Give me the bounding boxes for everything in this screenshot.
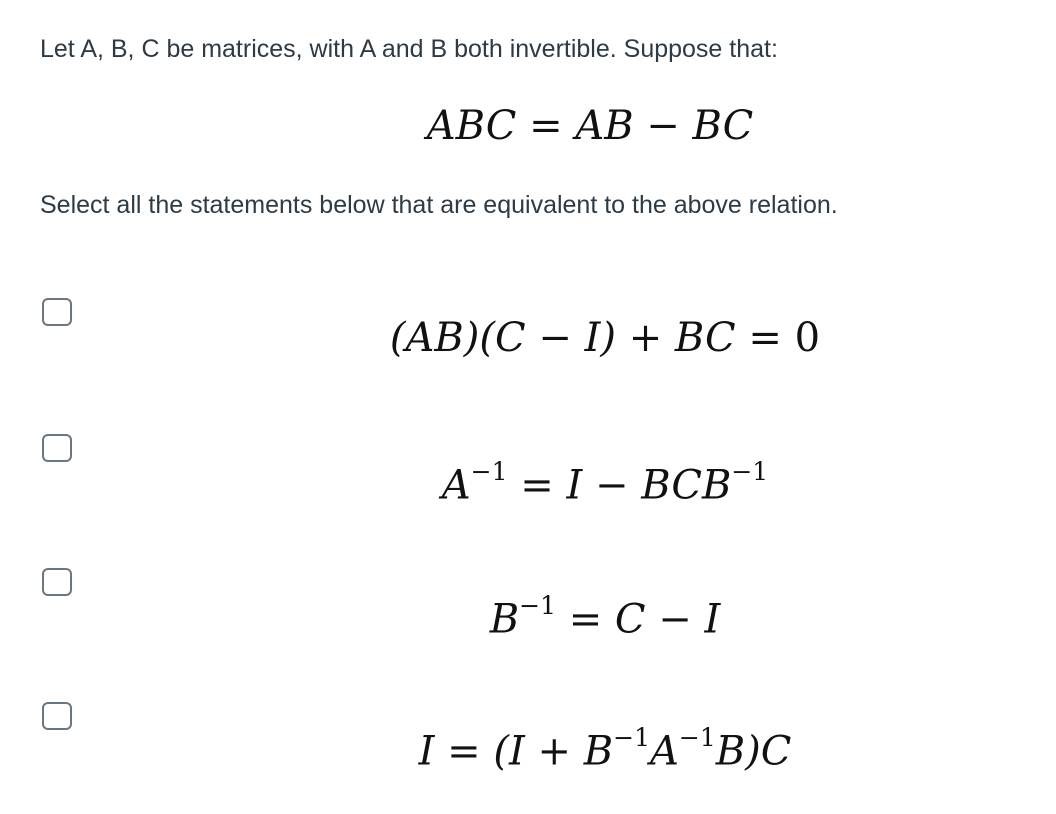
option-3-equation <box>300 582 910 647</box>
option-1-part-2: 0 <box>794 315 821 361</box>
option-1-checkbox[interactable] <box>42 298 72 326</box>
relation-rhs: AB − BC <box>575 103 754 149</box>
question-intro: Let A, B, C be matrices, with A and B both invertible. Suppose that: <box>40 35 778 63</box>
relation-equation <box>380 100 800 152</box>
option-2-part-3: = I − BCB <box>507 462 732 509</box>
option-3-checkbox[interactable] <box>42 568 72 596</box>
option-4-checkbox[interactable] <box>42 702 72 730</box>
option-4-part-4: −1 <box>678 723 716 752</box>
option-3-part-2: −1 <box>519 591 556 620</box>
option-1-equation <box>300 310 910 366</box>
option-2-part-2: −1 <box>470 457 508 486</box>
option-2-part-4: −1 <box>731 457 769 486</box>
option-4-equation <box>300 714 910 779</box>
option-4-part-2: −1 <box>613 723 650 752</box>
option-3-part-1: B <box>489 596 520 643</box>
question-instruction: Select all the statements below that are equivalent to the above relation. <box>40 191 838 219</box>
relation-lhs: ABC <box>426 103 517 149</box>
option-2-checkbox[interactable] <box>42 434 72 462</box>
option-4-part-1: I = (I + B <box>418 728 614 775</box>
option-4-part-5: B)C <box>715 728 792 775</box>
option-2-part-1: A <box>441 462 471 509</box>
option-1-part-1: (AB)(C − I) + BC = <box>389 315 795 361</box>
option-2-equation <box>300 448 910 513</box>
option-4-part-3: A <box>650 728 679 775</box>
relation-equals: = <box>516 103 576 149</box>
option-3-part-3: = C − I <box>555 596 721 643</box>
